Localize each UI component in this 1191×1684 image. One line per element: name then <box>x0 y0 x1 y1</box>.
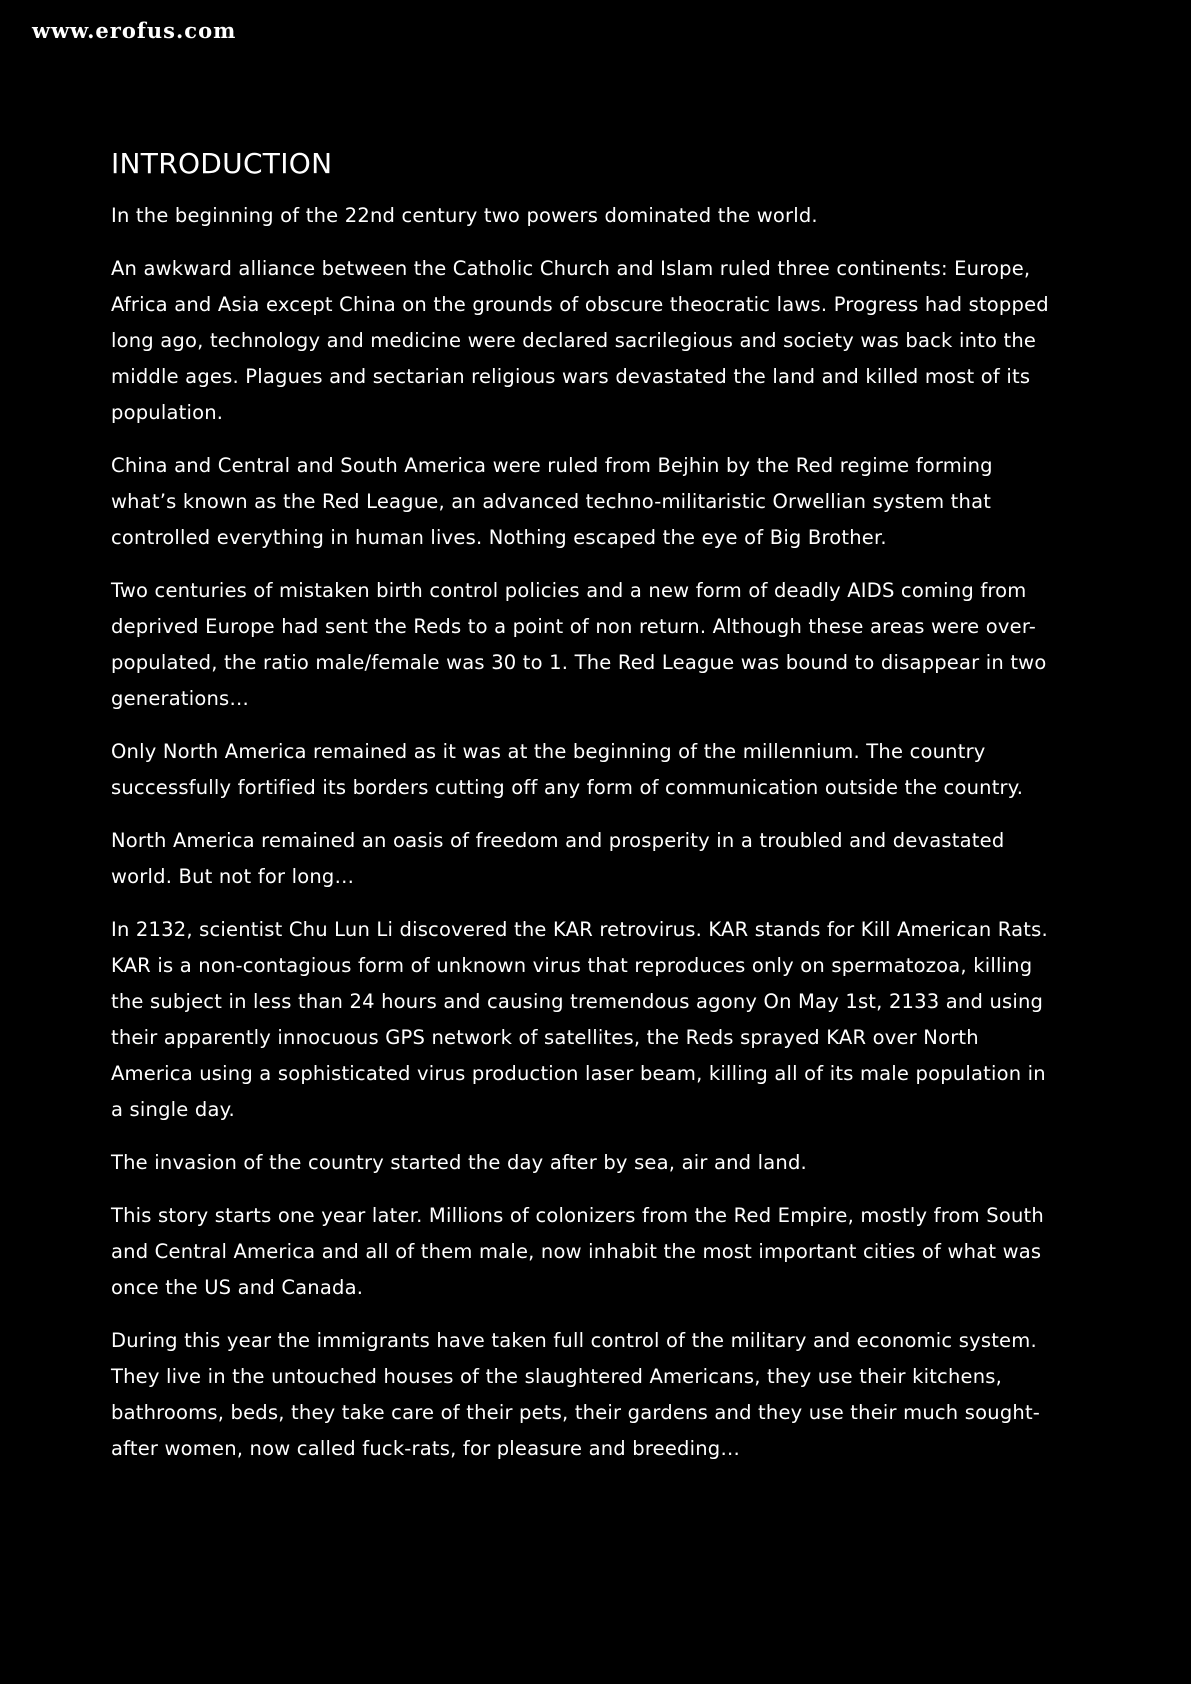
paragraph: Only North America remained as it was at the beginning of the millennium. The country successfully fortified its borders cutting off any form of communication outside the country. <box>111 740 1024 799</box>
paragraph: North America remained an oasis of freedom and prosperity in a troubled and devastated world. But not for long… <box>111 829 1005 888</box>
paragraph: China and Central and South America were ruled from Bejhin by the Red regime forming what’s known as the Red League, an advanced techno-militaristic Orwellian system that controlled everything in human lives. Nothing escaped the eye of Big Brother. <box>111 454 993 549</box>
paragraph: During this year the immigrants have taken full control of the military and economic system. They live in the untouched houses of the slaughtered Americans, they use their kitchens, bathrooms, beds, they take care of their pets, their gardens and they use their much sought-after women, now called fuck-rats, for pleasure and breeding… <box>111 1329 1041 1460</box>
paragraph: An awkward alliance between the Catholic Church and Islam ruled three continents: Europe, Africa and Asia except China on the grounds of obscure theocratic laws. Progress had stopped long ago, technology and medicine were declared sacrilegious and society was back into the middle ages. Plagues and sectarian religious wars devastated the land and killed most of its population. <box>111 257 1049 424</box>
page-heading: INTRODUCTION <box>111 147 333 180</box>
paragraph: This story starts one year later. Millions of colonizers from the Red Empire, mostly from South and Central America and all of them male, now inhabit the most important cities of what was once the US and Canada. <box>111 1204 1044 1299</box>
paragraph: Two centuries of mistaken birth control policies and a new form of deadly AIDS coming from deprived Europe had sent the Reds to a point of non return. Although these areas were over-populated, the ratio male/female was 30 to 1. The Red League was bound to disappear in two generations… <box>111 579 1047 710</box>
paragraph: In the beginning of the 22nd century two powers dominated the world. <box>111 204 818 227</box>
watermark: www.erofus.com <box>32 18 237 43</box>
paragraph: In 2132, scientist Chu Lun Li discovered the KAR retrovirus. KAR stands for Kill American Rats. KAR is a non-contagious form of unknown virus that reproduces only on spermatozoa, killing the subject in less than 24 hours and causing tremendous agony On May 1st, 2133 and using their apparently innocuous GPS network of satellites, the Reds sprayed KAR over North America using a sophisticated virus production laser beam, killing all of its male population in a single day. <box>111 918 1048 1121</box>
paragraph: The invasion of the country started the day after by sea, air and land. <box>111 1151 807 1174</box>
document-body <box>111 146 1051 1484</box>
